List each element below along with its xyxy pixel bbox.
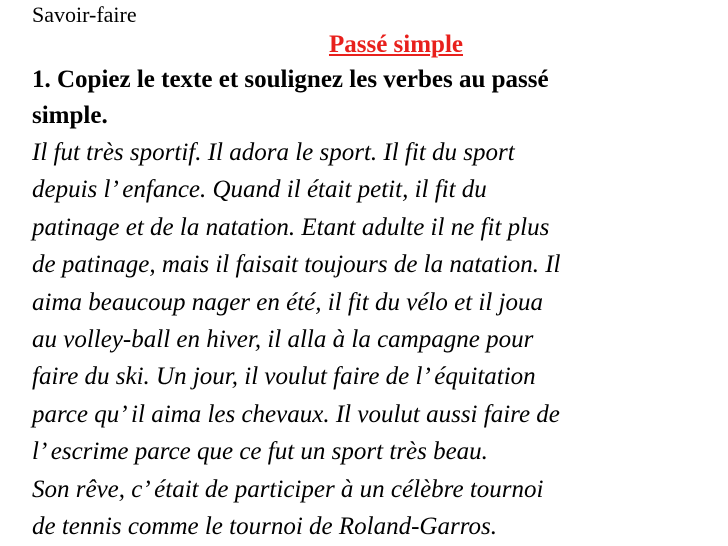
text-line: depuis l’ enfance. Quand il était petit, il fit du bbox=[32, 176, 487, 204]
text-line: au volley-ball en hiver, il alla à la campagne pour bbox=[32, 326, 534, 354]
text-line: de tennis comme le tournoi de Roland-Garros. bbox=[32, 513, 497, 541]
instruction-line: simple. bbox=[32, 102, 108, 129]
text-line: l’ escrime parce que ce fut un sport très beau. bbox=[32, 438, 488, 466]
exercise-instruction bbox=[32, 62, 722, 134]
text-line: aima beaucoup nager en été, il fit du vélo et il joua bbox=[32, 288, 543, 316]
exercise-text bbox=[32, 134, 722, 545]
page-title: Passé simple bbox=[328, 31, 464, 58]
text-line: de patinage, mais il faisait toujours de la natation. Il bbox=[32, 251, 561, 279]
text-line: parce qu’ il aima les chevaux. Il voulut aussi faire de bbox=[32, 400, 560, 428]
instruction-line: 1. Copiez le texte et soulignez les verbes au passé bbox=[32, 66, 549, 93]
text-line: Son rêve, c’ était de participer à un célèbre tournoi bbox=[32, 475, 544, 503]
text-line: Il fut très sportif. Il adora le sport. Il fit du sport bbox=[32, 139, 515, 166]
document-page bbox=[32, 0, 722, 545]
section-label: Savoir-faire bbox=[32, 2, 137, 27]
text-line: faire du ski. Un jour, il voulut faire de l’ équitation bbox=[32, 363, 536, 391]
text-line: patinage et de la natation. Etant adulte il ne fit plus bbox=[32, 213, 550, 241]
